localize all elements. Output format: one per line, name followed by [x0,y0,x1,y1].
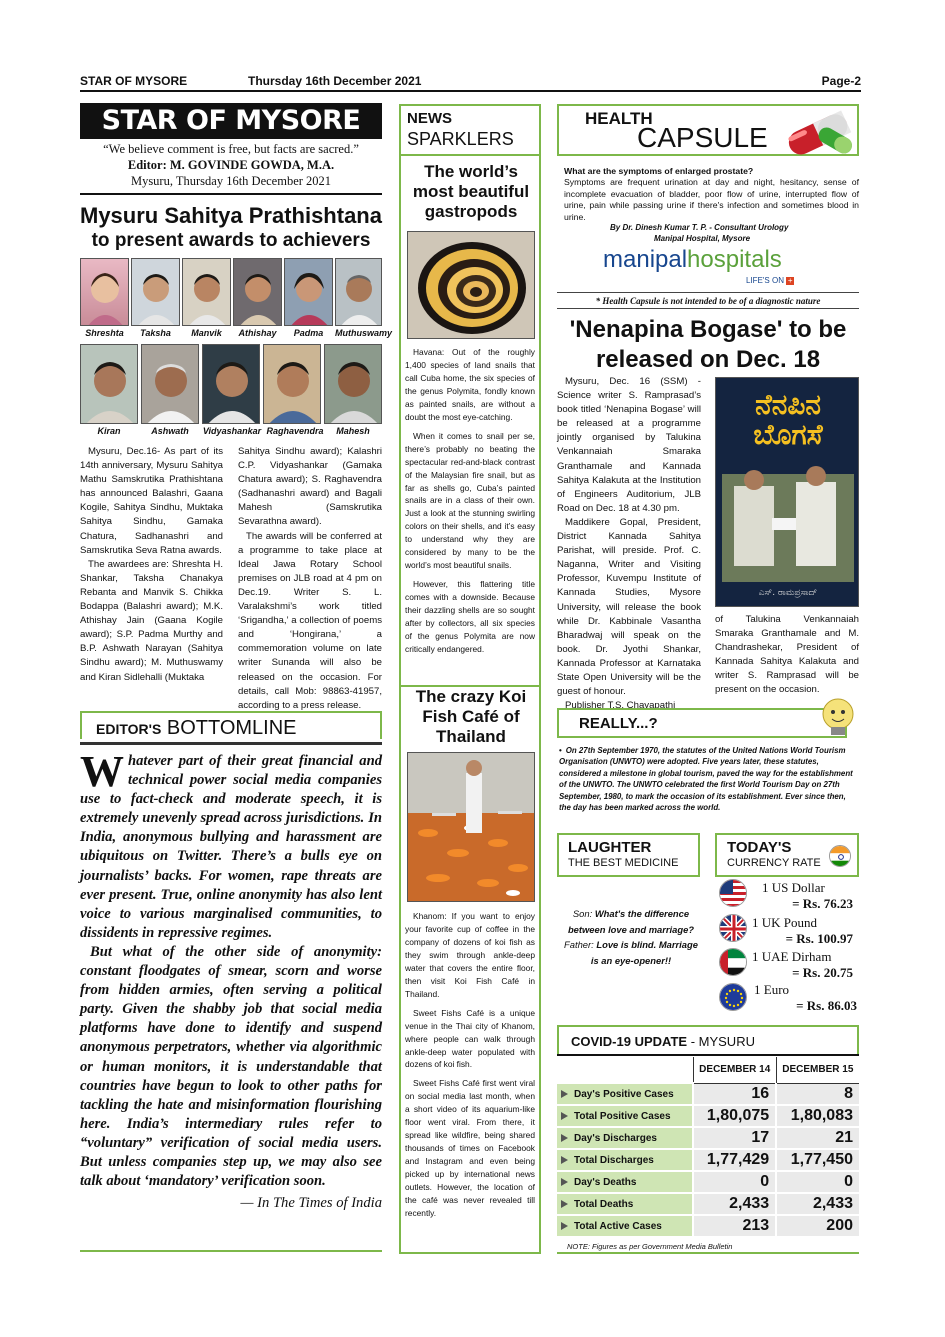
masthead-motto: “We believe comment is free, but facts are sacred.” [103,142,359,156]
paragraph: Sweet Fishs Café is a unique venue in the Thai city of Khanom, where people can walk through ankle-deep water populated with dozens of koi fish. [405,1007,535,1070]
row-value: 16 [693,1083,776,1105]
story2-body [405,910,535,1226]
row-value: 213 [693,1215,776,1237]
row-value: 0 [776,1171,859,1193]
plus-icon: + [787,276,793,285]
row-value: 1,80,083 [776,1105,859,1127]
page-header [80,74,861,92]
awardee-photo [80,344,138,424]
table-header-cell: DECEMBER 15 [776,1057,859,1083]
paragraph: However, this flattering title comes with a downside. Because their dazzling shells are so sought after by collectors, all six species of the genus Polymita are now critically endangered. [405,579,535,654]
row-label-text: Total Positive Cases [574,1110,671,1122]
editorial-dropcap: W [80,747,124,796]
joke-q-label: Son: [572,908,593,919]
awardee-photo [233,258,282,326]
divider [80,742,382,745]
awardee-photo [202,344,260,424]
uk-flag-icon [719,914,747,942]
awardee-name: Mahesh [336,426,370,436]
play-icon [561,1200,568,1208]
row-value: 17 [693,1127,776,1149]
book-headline-line2: released on Dec. 18 [595,346,821,373]
editorial-title-big: BOTTOMLINE [166,717,297,739]
covid-box [557,1025,859,1055]
story2-headline: The crazy Koi Fish Café of Thailand [415,687,527,746]
play-icon [561,1178,568,1186]
awardee-photo [284,258,333,326]
awardee-photo [131,258,180,326]
row-label-text: Total Deaths [574,1198,634,1210]
book-cover-title: ನೆನಪಿನ ಬೊಗಸೆ [753,388,823,451]
row-label-text: Day's Discharges [574,1132,657,1144]
book-headline-line1: 'Nenapina Bogase' to be [569,316,847,343]
paragraph: Publisher T.S. Chayapathi [565,700,676,712]
play-icon [561,1112,568,1120]
masthead-info [80,141,382,189]
lead-column-2 [238,445,382,713]
really-title: REALLY...? [579,715,658,732]
health-byline [610,223,855,244]
paragraph: Sweet Fishs Café first went viral on social media last month, when a short video of its aquarium-like floor went viral. From there, it spread like wildfire, being shared thousands of times on Facebook and Instagram and even being picked up by international news outlets. However, the location of the café was never revealed till recently. [405,1078,535,1218]
laughter-title: LAUGHTER [568,839,652,856]
awardee-name: Raghavendra [266,426,324,436]
row-value: 1,80,075 [693,1105,776,1127]
divider [401,154,539,156]
divider [80,1250,382,1252]
divider [557,292,859,293]
covid-title [571,1034,755,1049]
awardee-photo [335,258,382,326]
masthead-dateline: Mysuru, Thursday 16th December 2021 [130,174,332,188]
currency-value: = Rs. 20.75 [792,965,853,980]
awardee-name: Taksha [140,328,171,338]
currency-name: 1 UK Pound [752,915,818,930]
health-capsule-box [557,104,859,156]
paragraph: When it comes to snail per se, there’s probably no beating the spectacular red-and-black contrast of the Malaysian fire snail, but as far as shells go, Cuba’s painted snails are in a class of their own. Just a look at the stunning swirling colors on their shells, and it’s easy to understand why they are considered by many to be the world’s most beautiful snails. [405,430,535,571]
us-flag-icon [719,879,747,907]
awardee-name: Athishay [238,328,277,338]
table-row [557,1105,859,1127]
editorial-source: — In The Times of India [240,1195,382,1212]
row-value: 1,77,429 [693,1149,776,1171]
joke-question: What's the difference between love and marriage? [567,908,695,935]
book-cover-author: ಎಸ್. ರಾಮಪ್ರಸಾದ್ [758,588,818,598]
editorial-body [80,747,382,1213]
masthead-editor: Editor: M. GOVINDE GOWDA, M.A. [127,158,335,172]
currency-box [715,833,859,877]
lead-column-1 [80,445,223,685]
covid-table [557,1057,859,1238]
news-head-1: NEWS [407,110,452,127]
currency-value: = Rs. 100.97 [785,931,853,946]
row-label [557,1127,693,1149]
paragraph: Havana: Out of the roughly 1,400 species of land snails that call Cuba home, the six species of the genus Polymita, fondly known as painted snails, are without a doubt the most eye-catching. [405,347,535,422]
paragraph: Mysuru, Dec.16- As part of its 14th anniversary, Mysuru Sahitya Mathu Samskrutika Prathishtana has announced Balashri, Gaana Kogile, Sahitya Sindhu, Muktaka Sahitya Sindhu, Gamaka Chatura, Sadhanashri and Samskrutika Seva Ratna awards. [80,446,223,556]
awardee-photo [141,344,199,424]
paragraph: hatever part of their great financial and technical power social media companies use to fact-check and moderate speech, it is extremely unevenly spread across jurisdictions. In India, anonymous bullying and harassment are ubiquitous on Twitter. There’s a bulls eye on journalists’ backs. For women, rape threats are ever present. True, online anonymity has also lent voice to various marginalised communities, to dissidents in repressive regimes. [80,753,382,941]
row-label [557,1193,693,1215]
play-icon [561,1222,568,1230]
row-label [557,1171,693,1193]
row-label-text: Day's Positive Cases [574,1088,674,1100]
paragraph: But what of the other side of anonymity: constant floodgates of smear, scorn and worse from hidden armies, often serving a political party. Given the shabby job that social media platforms have done to identify and suspend anonymous perpetrators, whether via algorithmic or human monitors, it is understandable that countries have begun to look to other paths for tackling the hate and misinformation flourishing here. India’s intermediary rules refer to “voluntary” verification of social media users. But unless companies step up, we may also see talk about ‘mandatory’ verification soon. [80,943,382,1190]
currency-name: 1 UAE Dirham [752,949,832,964]
header-paper-name: STAR OF MYSORE [80,74,188,88]
awardee-name: Vidyashankar [202,426,262,436]
table-header-cell: DECEMBER 14 [693,1057,776,1083]
row-label [557,1215,693,1237]
row-value: 1,77,450 [776,1149,859,1171]
awardee-photo [263,344,321,424]
awardee-photo [182,258,231,326]
row-label-text: Total Discharges [574,1154,654,1166]
lead-headline [80,203,382,253]
header-date: Thursday 16th December 2021 [248,74,422,88]
row-label [557,1105,693,1127]
editorial-title-small: EDITOR'S [96,721,162,737]
row-value: 2,433 [776,1193,859,1215]
header-page-number: Page-2 [821,74,861,88]
book-headline [557,315,859,375]
really-box [557,708,847,738]
divider [557,308,859,309]
story1-headline: The world’s most beautiful gastropods [412,162,530,221]
book-column-2: of Talukina Venkannaiah Smaraka Granthamale and M. Chandrashekar, President of Kannada Sahitya Kalakuta and writer S. Ramprasad will be present on the occasion. [715,614,859,696]
laughter-subtitle: THE BEST MEDICINE [568,857,679,869]
awardee-name: Padma [293,328,324,338]
health-question: What are the symptoms of enlarged prostate? [564,166,754,176]
table-header-row [557,1057,859,1083]
table-row [557,1215,859,1237]
row-label-text: Day's Deaths [574,1176,637,1188]
awardee-name: Muthuswamy [335,328,393,338]
masthead-title: STAR OF MYSORE [80,103,382,139]
health-head-2: CAPSULE [637,122,768,153]
health-byline-doctor: By Dr. Dinesh Kumar T. P. - Consultant Urology [610,223,789,232]
currency-title: TODAY'S [727,839,792,856]
lead-headline-line2: to present awards to achievers [91,230,371,251]
laughter-box [557,833,700,877]
lightbulb-icon [815,694,861,740]
row-value: 21 [776,1127,859,1149]
awardee-name: Kiran [97,426,121,436]
awardee-name: Shreshta [85,328,124,338]
paragraph: The awardees are: Shreshta H. Shankar, Taksha Chanakya Rebanta and Manvik S. Chikka Bodappa (Balashri award); M.K. Athishay Jain (Gaana Kogile award); S.P. Padma Murthy and B.P. Ashwath Narayan (Sahitya Sindhu award); M. Muthuswamy and Kiran Sidlehalli (Muktaka [80,558,223,683]
manipal-tagline-text: LIFE'S ON [746,276,784,285]
paragraph: Maddikere Gopal, President, District Kannada Sahitya Parishat, will preside. Prof. C. Naganna, Writer and Visiting Professor, Kuvempu Institute of Kannada Studies, Mysore University, will release the book while Dr. Kabbinale Vasantha Bharadwaj will speak on the book. Dr. Jyothi Shankar, Kannada Professor at Karnataka State Open University will be the guest of honour. [557,516,701,698]
row-value: 0 [693,1171,776,1193]
really-text [559,745,859,813]
table-row [557,1083,859,1105]
news-sparklers-header [407,110,535,150]
covid-title-place: - MYSURU [690,1034,755,1049]
book-column-1 [557,375,701,713]
manipal-logo-part2: hospitals [687,246,782,273]
row-label-text: Total Active Cases [574,1220,662,1232]
health-byline-hospital: Manipal Hospital, Mysore [654,233,751,243]
really-body: On 27th September 1970, the statutes of the United Nations World Tourism Organisation (UNWTO) were adopted. Five years later, these statutes, considered a milestone in global tourism, paved the way for the establishment of the UNWTO. The UNWTO celebrated the first World Tourism Day on 27th September, 1980, to mark the occasion of its establishment. Ever since then, the day has been marked across the world. [559,746,853,813]
awardee-photo [80,258,129,326]
india-flag-icon [829,845,851,867]
book-cover [715,377,859,607]
play-icon [561,1090,568,1098]
eu-flag-icon [719,983,747,1011]
table-row [557,1149,859,1171]
lead-headline-line1: Mysuru Sahitya Prathishtana [80,203,382,228]
awardee-name: Ashwath [151,426,189,436]
health-head-1: HEALTH [585,109,653,128]
currency-value: = Rs. 86.03 [796,998,857,1013]
news-head-2: SPARKLERS [407,129,514,149]
table-header-blank [557,1057,693,1083]
play-icon [561,1156,568,1164]
editorial-header-box [80,711,382,739]
manipal-logo-part1: manipal [603,246,688,273]
manipal-tagline [746,276,794,285]
currency-value: = Rs. 76.23 [792,896,853,911]
koi-cafe-photo [407,752,535,902]
paragraph: The awards will be conferred at a programme to take place at Ideal Jawa Rotary School premises on JLB road at 4 pm on Dec.19. Writer S. L. Varalakshmi’s work titled ‘Srigandha,’ a collection of poems and ‘Hongirana,’ a commemoration volume on late writer Sunanda will also be released on the occasion. For details, call Mob: 98863-41957, according to a press release. [238,530,382,711]
paragraph: Sahitya Sindhu award); Kalashri C.P. Vidyashankar (Gamaka Chatura award); S. Raghavendra (Sadhanashri award) and Bagali Mahesh (Samskrutika Sevarathna award). [238,446,382,528]
bullet: • [559,746,562,755]
health-answer: Symptoms are frequent urination at day and night, hesitancy, sense of incomplete evacuation of bladder, poor flow of urine, interrupted flow of urine, pain while passing urine if there's infection and sometimes blood in urine. [564,177,859,222]
story1-body [405,346,535,662]
capsule-icon [779,108,859,156]
play-icon [561,1134,568,1142]
divider [557,1252,859,1254]
row-value: 2,433 [693,1193,776,1215]
snail-photo [407,231,535,339]
table-row [557,1127,859,1149]
joke [562,906,700,968]
health-disclaimer: * Health Capsule is not intended to be of a diagnostic nature [595,296,821,306]
covid-note: NOTE: Figures as per Government Media Bulletin [567,1242,733,1251]
row-value: 200 [776,1215,859,1237]
paragraph: Khanom: If you want to enjoy your favorite cup of coffee in the company of dozens of koi fish as they swim through ankle-deep water that covers the entire floor, then visit Koi Fish Café in Thailand. [405,911,535,999]
table-row [557,1171,859,1193]
manipal-logo [603,246,782,274]
divider [80,193,382,195]
covid-title-main: COVID-19 UPDATE [571,1034,688,1049]
table-row [557,1193,859,1215]
editorial-title [82,713,380,744]
awardee-name: Manvik [191,328,222,338]
awardee-photo [324,344,382,424]
currency-name: 1 US Dollar [762,880,825,895]
row-label [557,1083,693,1105]
currency-name: 1 Euro [754,982,790,997]
paragraph: Mysuru, Dec. 16 (SSM) - Science writer S. Ramprasad’s book titled ‘Nenapina Bogase’ will be released at a programme jointly organised by Talukina Venkannaiah Smaraka Granthamale and Kannada Sahitya Kalakuta at the Institution of Engineers Auditorium, JLB Road on Dec. 18 at 4.30 pm. [557,376,701,514]
row-label [557,1149,693,1171]
joke-answer: Love is blind. Marriage is an eye-opener!! [590,939,698,966]
divider [557,1054,859,1056]
joke-a-label: Father: [564,939,594,950]
row-value: 8 [776,1083,859,1105]
currency-subtitle: CURRENCY RATE [727,857,821,869]
uae-flag-icon [719,948,747,976]
